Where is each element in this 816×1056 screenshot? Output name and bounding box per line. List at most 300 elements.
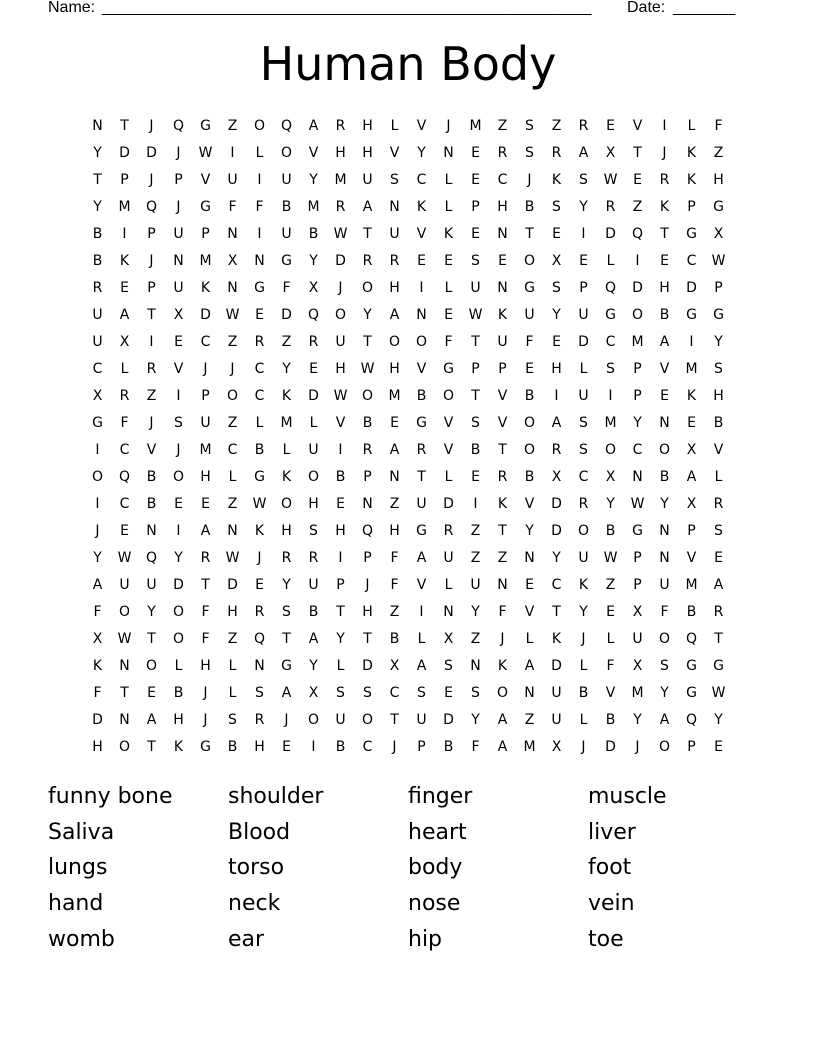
- grid-letter[interactable]: M: [631, 685, 644, 701]
- grid-letter[interactable]: A: [578, 145, 589, 161]
- grid-letter[interactable]: Z: [389, 604, 400, 620]
- grid-letter[interactable]: N: [659, 415, 670, 431]
- grid-letter[interactable]: E: [714, 550, 723, 566]
- grid-letter[interactable]: I: [419, 280, 424, 296]
- grid-letter[interactable]: P: [687, 199, 696, 215]
- grid-letter[interactable]: F: [282, 280, 291, 296]
- grid-letter[interactable]: S: [471, 253, 480, 269]
- grid-letter[interactable]: A: [146, 712, 157, 728]
- grid-letter[interactable]: H: [335, 361, 346, 377]
- grid-letter[interactable]: A: [308, 118, 319, 134]
- grid-letter[interactable]: K: [686, 145, 697, 161]
- grid-letter[interactable]: E: [444, 685, 453, 701]
- grid-letter[interactable]: U: [416, 496, 427, 512]
- grid-letter[interactable]: E: [471, 226, 480, 242]
- grid-letter[interactable]: D: [308, 388, 319, 404]
- grid-letter[interactable]: E: [471, 145, 480, 161]
- grid-letter[interactable]: W: [603, 172, 618, 188]
- grid-letter[interactable]: Z: [524, 712, 535, 728]
- grid-letter[interactable]: Y: [579, 199, 588, 215]
- grid-letter[interactable]: Y: [309, 172, 318, 188]
- grid-letter[interactable]: X: [389, 658, 400, 674]
- grid-letter[interactable]: F: [201, 631, 210, 647]
- grid-letter[interactable]: L: [417, 631, 426, 647]
- grid-letter[interactable]: R: [335, 199, 346, 215]
- grid-letter[interactable]: J: [176, 442, 181, 458]
- grid-letter[interactable]: B: [524, 469, 535, 485]
- grid-letter[interactable]: O: [523, 253, 536, 269]
- grid-letter[interactable]: J: [581, 739, 586, 755]
- grid-letter[interactable]: U: [578, 550, 589, 566]
- grid-letter[interactable]: R: [389, 253, 400, 269]
- grid-letter[interactable]: Y: [336, 631, 345, 647]
- grid-letter[interactable]: R: [362, 253, 373, 269]
- grid-letter[interactable]: N: [443, 604, 454, 620]
- grid-letter[interactable]: Q: [361, 523, 374, 539]
- grid-letter[interactable]: P: [336, 577, 345, 593]
- grid-letter[interactable]: G: [416, 523, 427, 539]
- grid-letter[interactable]: L: [120, 361, 129, 377]
- grid-letter[interactable]: X: [551, 739, 562, 755]
- grid-letter[interactable]: Y: [309, 658, 318, 674]
- grid-letter[interactable]: D: [605, 226, 616, 242]
- grid-letter[interactable]: N: [659, 550, 670, 566]
- grid-letter[interactable]: R: [497, 145, 508, 161]
- grid-letter[interactable]: H: [335, 145, 346, 161]
- grid-letter[interactable]: G: [713, 199, 724, 215]
- grid-letter[interactable]: K: [497, 658, 508, 674]
- grid-letter[interactable]: X: [551, 253, 562, 269]
- grid-letter[interactable]: X: [686, 496, 697, 512]
- grid-letter[interactable]: S: [606, 361, 615, 377]
- grid-letter[interactable]: I: [311, 739, 316, 755]
- grid-letter[interactable]: L: [687, 118, 696, 134]
- grid-letter[interactable]: B: [389, 631, 400, 647]
- grid-letter[interactable]: G: [281, 253, 292, 269]
- grid-letter[interactable]: I: [122, 226, 127, 242]
- grid-letter[interactable]: X: [119, 334, 130, 350]
- grid-letter[interactable]: X: [308, 685, 319, 701]
- grid-letter[interactable]: A: [389, 307, 400, 323]
- grid-letter[interactable]: D: [119, 145, 130, 161]
- grid-letter[interactable]: P: [174, 172, 183, 188]
- grid-letter[interactable]: N: [227, 226, 238, 242]
- grid-letter[interactable]: J: [500, 631, 505, 647]
- grid-letter[interactable]: B: [308, 226, 319, 242]
- grid-letter[interactable]: B: [605, 523, 616, 539]
- grid-letter[interactable]: B: [659, 469, 670, 485]
- grid-letter[interactable]: I: [554, 388, 559, 404]
- grid-letter[interactable]: O: [307, 469, 320, 485]
- grid-letter[interactable]: U: [443, 550, 454, 566]
- grid-letter[interactable]: W: [711, 253, 726, 269]
- grid-letter[interactable]: U: [470, 280, 481, 296]
- grid-letter[interactable]: O: [388, 334, 401, 350]
- grid-letter[interactable]: F: [660, 604, 669, 620]
- grid-letter[interactable]: E: [417, 253, 426, 269]
- grid-letter[interactable]: I: [662, 118, 667, 134]
- grid-letter[interactable]: F: [201, 604, 210, 620]
- grid-letter[interactable]: L: [228, 658, 237, 674]
- grid-letter[interactable]: S: [471, 685, 480, 701]
- grid-letter[interactable]: O: [226, 388, 239, 404]
- grid-letter[interactable]: E: [336, 496, 345, 512]
- grid-letter[interactable]: B: [335, 469, 346, 485]
- grid-letter[interactable]: V: [632, 118, 643, 134]
- grid-letter[interactable]: V: [524, 496, 535, 512]
- grid-letter[interactable]: S: [552, 199, 561, 215]
- grid-letter[interactable]: V: [416, 577, 427, 593]
- grid-letter[interactable]: T: [363, 631, 372, 647]
- grid-letter[interactable]: Q: [685, 712, 698, 728]
- grid-letter[interactable]: C: [686, 253, 697, 269]
- grid-letter[interactable]: I: [257, 172, 262, 188]
- grid-letter[interactable]: C: [92, 361, 103, 377]
- grid-letter[interactable]: N: [389, 199, 400, 215]
- grid-letter[interactable]: U: [92, 307, 103, 323]
- grid-letter[interactable]: E: [606, 118, 615, 134]
- grid-letter[interactable]: Z: [281, 334, 292, 350]
- grid-letter[interactable]: C: [254, 388, 265, 404]
- grid-letter[interactable]: N: [524, 685, 535, 701]
- grid-letter[interactable]: U: [335, 334, 346, 350]
- grid-letter[interactable]: W: [225, 550, 240, 566]
- grid-letter[interactable]: E: [282, 739, 291, 755]
- grid-letter[interactable]: R: [308, 334, 319, 350]
- grid-letter[interactable]: G: [686, 658, 697, 674]
- grid-letter[interactable]: N: [497, 226, 508, 242]
- grid-letter[interactable]: E: [255, 307, 264, 323]
- grid-letter[interactable]: J: [149, 415, 154, 431]
- grid-letter[interactable]: S: [336, 685, 345, 701]
- grid-letter[interactable]: O: [91, 469, 104, 485]
- grid-letter[interactable]: J: [446, 118, 451, 134]
- grid-letter[interactable]: U: [200, 415, 211, 431]
- grid-letter[interactable]: E: [444, 307, 453, 323]
- grid-letter[interactable]: H: [92, 739, 103, 755]
- grid-letter[interactable]: R: [578, 118, 589, 134]
- grid-letter[interactable]: J: [176, 145, 181, 161]
- grid-letter[interactable]: N: [497, 280, 508, 296]
- grid-letter[interactable]: Y: [174, 550, 183, 566]
- grid-letter[interactable]: W: [630, 496, 645, 512]
- grid-letter[interactable]: Z: [227, 631, 238, 647]
- grid-letter[interactable]: V: [146, 442, 157, 458]
- grid-letter[interactable]: Y: [471, 604, 480, 620]
- grid-letter[interactable]: W: [333, 388, 348, 404]
- grid-letter[interactable]: S: [255, 685, 264, 701]
- grid-letter[interactable]: U: [92, 334, 103, 350]
- grid-letter[interactable]: D: [605, 739, 616, 755]
- grid-letter[interactable]: O: [604, 442, 617, 458]
- grid-letter[interactable]: N: [119, 712, 130, 728]
- grid-letter[interactable]: N: [227, 523, 238, 539]
- grid-letter[interactable]: H: [713, 388, 724, 404]
- grid-letter[interactable]: S: [390, 172, 399, 188]
- grid-letter[interactable]: L: [444, 577, 453, 593]
- grid-letter[interactable]: D: [551, 658, 562, 674]
- grid-letter[interactable]: E: [606, 604, 615, 620]
- grid-letter[interactable]: M: [334, 172, 347, 188]
- grid-letter[interactable]: L: [444, 280, 453, 296]
- grid-letter[interactable]: G: [92, 415, 103, 431]
- grid-letter[interactable]: P: [147, 226, 156, 242]
- grid-letter[interactable]: F: [471, 739, 480, 755]
- grid-letter[interactable]: T: [498, 442, 507, 458]
- grid-letter[interactable]: P: [687, 739, 696, 755]
- grid-letter[interactable]: R: [254, 712, 265, 728]
- grid-letter[interactable]: M: [631, 334, 644, 350]
- grid-letter[interactable]: Z: [227, 118, 238, 134]
- grid-letter[interactable]: F: [390, 577, 399, 593]
- grid-letter[interactable]: M: [388, 388, 401, 404]
- grid-letter[interactable]: G: [713, 307, 724, 323]
- grid-letter[interactable]: X: [443, 631, 454, 647]
- grid-letter[interactable]: T: [201, 577, 210, 593]
- grid-letter[interactable]: O: [280, 145, 293, 161]
- grid-letter[interactable]: Z: [227, 415, 238, 431]
- grid-letter[interactable]: D: [686, 280, 697, 296]
- grid-letter[interactable]: Y: [417, 145, 426, 161]
- grid-letter[interactable]: U: [470, 577, 481, 593]
- grid-letter[interactable]: O: [280, 496, 293, 512]
- grid-letter[interactable]: S: [282, 604, 291, 620]
- grid-letter[interactable]: B: [659, 307, 670, 323]
- grid-letter[interactable]: C: [119, 442, 130, 458]
- grid-letter[interactable]: W: [252, 496, 267, 512]
- grid-letter[interactable]: U: [416, 712, 427, 728]
- grid-letter[interactable]: B: [173, 685, 184, 701]
- grid-letter[interactable]: D: [146, 145, 157, 161]
- grid-letter[interactable]: D: [443, 496, 454, 512]
- grid-letter[interactable]: N: [254, 658, 265, 674]
- grid-letter[interactable]: N: [524, 550, 535, 566]
- grid-letter[interactable]: A: [713, 577, 724, 593]
- grid-letter[interactable]: H: [389, 523, 400, 539]
- grid-letter[interactable]: S: [525, 145, 534, 161]
- grid-letter[interactable]: M: [604, 415, 617, 431]
- grid-letter[interactable]: P: [633, 550, 642, 566]
- grid-letter[interactable]: J: [284, 712, 289, 728]
- grid-letter[interactable]: A: [659, 712, 670, 728]
- grid-letter[interactable]: H: [389, 361, 400, 377]
- grid-letter[interactable]: F: [714, 118, 723, 134]
- grid-letter[interactable]: M: [685, 577, 698, 593]
- grid-letter[interactable]: Z: [551, 118, 562, 134]
- grid-letter[interactable]: Q: [280, 118, 293, 134]
- grid-letter[interactable]: O: [496, 685, 509, 701]
- grid-letter[interactable]: O: [307, 712, 320, 728]
- grid-letter[interactable]: Y: [552, 307, 561, 323]
- grid-letter[interactable]: T: [147, 739, 156, 755]
- grid-letter[interactable]: N: [227, 280, 238, 296]
- grid-letter[interactable]: T: [120, 685, 129, 701]
- grid-letter[interactable]: B: [362, 415, 373, 431]
- grid-letter[interactable]: F: [228, 199, 237, 215]
- grid-letter[interactable]: R: [497, 469, 508, 485]
- grid-letter[interactable]: W: [225, 307, 240, 323]
- grid-letter[interactable]: E: [174, 334, 183, 350]
- grid-letter[interactable]: W: [468, 307, 483, 323]
- grid-letter[interactable]: H: [362, 604, 373, 620]
- grid-letter[interactable]: B: [443, 739, 454, 755]
- grid-letter[interactable]: G: [281, 658, 292, 674]
- grid-letter[interactable]: D: [551, 496, 562, 512]
- grid-letter[interactable]: O: [658, 631, 671, 647]
- grid-letter[interactable]: M: [280, 415, 293, 431]
- grid-letter[interactable]: K: [578, 577, 589, 593]
- grid-letter[interactable]: L: [525, 631, 534, 647]
- grid-letter[interactable]: L: [174, 658, 183, 674]
- grid-letter[interactable]: V: [713, 442, 724, 458]
- grid-letter[interactable]: J: [527, 172, 532, 188]
- grid-letter[interactable]: T: [660, 226, 669, 242]
- grid-letter[interactable]: N: [497, 577, 508, 593]
- grid-letter[interactable]: Q: [307, 307, 320, 323]
- grid-letter[interactable]: I: [473, 496, 478, 512]
- grid-letter[interactable]: L: [444, 172, 453, 188]
- grid-letter[interactable]: J: [95, 523, 100, 539]
- grid-letter[interactable]: N: [659, 523, 670, 539]
- grid-letter[interactable]: Z: [227, 334, 238, 350]
- grid-letter[interactable]: T: [147, 307, 156, 323]
- grid-letter[interactable]: T: [390, 712, 399, 728]
- grid-letter[interactable]: Q: [118, 469, 131, 485]
- grid-letter[interactable]: P: [363, 469, 372, 485]
- grid-letter[interactable]: I: [149, 334, 154, 350]
- grid-letter[interactable]: H: [362, 118, 373, 134]
- grid-letter[interactable]: U: [497, 334, 508, 350]
- grid-letter[interactable]: E: [579, 253, 588, 269]
- grid-letter[interactable]: L: [228, 685, 237, 701]
- grid-letter[interactable]: E: [498, 253, 507, 269]
- grid-letter[interactable]: X: [632, 658, 643, 674]
- grid-letter[interactable]: S: [471, 415, 480, 431]
- grid-letter[interactable]: N: [119, 658, 130, 674]
- grid-letter[interactable]: U: [227, 172, 238, 188]
- grid-letter[interactable]: Y: [93, 145, 102, 161]
- grid-letter[interactable]: F: [498, 604, 507, 620]
- grid-letter[interactable]: K: [551, 631, 562, 647]
- grid-letter[interactable]: Z: [470, 631, 481, 647]
- grid-letter[interactable]: U: [281, 172, 292, 188]
- grid-letter[interactable]: P: [201, 226, 210, 242]
- grid-letter[interactable]: M: [685, 361, 698, 377]
- grid-letter[interactable]: J: [149, 118, 154, 134]
- grid-letter[interactable]: Y: [714, 712, 723, 728]
- grid-letter[interactable]: Y: [633, 415, 642, 431]
- grid-letter[interactable]: X: [92, 631, 103, 647]
- grid-letter[interactable]: Z: [389, 496, 400, 512]
- grid-letter[interactable]: J: [149, 172, 154, 188]
- grid-letter[interactable]: I: [257, 226, 262, 242]
- grid-letter[interactable]: C: [632, 442, 643, 458]
- grid-letter[interactable]: H: [362, 145, 373, 161]
- grid-letter[interactable]: R: [254, 334, 265, 350]
- grid-letter[interactable]: N: [443, 145, 454, 161]
- grid-letter[interactable]: E: [687, 415, 696, 431]
- grid-letter[interactable]: S: [660, 658, 669, 674]
- grid-letter[interactable]: Z: [713, 145, 724, 161]
- grid-letter[interactable]: H: [254, 739, 265, 755]
- grid-letter[interactable]: A: [497, 739, 508, 755]
- grid-letter[interactable]: X: [227, 253, 238, 269]
- grid-letter[interactable]: T: [525, 226, 534, 242]
- grid-letter[interactable]: A: [119, 307, 130, 323]
- grid-letter[interactable]: V: [497, 388, 508, 404]
- grid-letter[interactable]: N: [389, 469, 400, 485]
- grid-letter[interactable]: X: [632, 604, 643, 620]
- grid-letter[interactable]: E: [147, 685, 156, 701]
- grid-letter[interactable]: U: [659, 577, 670, 593]
- grid-letter[interactable]: L: [255, 415, 264, 431]
- grid-letter[interactable]: U: [551, 685, 562, 701]
- grid-letter[interactable]: A: [92, 577, 103, 593]
- date-field[interactable]: _______: [673, 0, 736, 16]
- grid-letter[interactable]: I: [635, 253, 640, 269]
- grid-letter[interactable]: J: [203, 685, 208, 701]
- grid-letter[interactable]: B: [92, 253, 103, 269]
- grid-letter[interactable]: T: [147, 631, 156, 647]
- grid-letter[interactable]: V: [443, 442, 454, 458]
- grid-letter[interactable]: J: [257, 550, 262, 566]
- grid-letter[interactable]: S: [714, 361, 723, 377]
- grid-letter[interactable]: B: [335, 739, 346, 755]
- grid-letter[interactable]: P: [633, 577, 642, 593]
- grid-letter[interactable]: R: [551, 442, 562, 458]
- grid-letter[interactable]: S: [579, 415, 588, 431]
- grid-letter[interactable]: L: [309, 415, 318, 431]
- grid-letter[interactable]: C: [551, 577, 562, 593]
- grid-letter[interactable]: O: [361, 280, 374, 296]
- grid-letter[interactable]: T: [417, 469, 426, 485]
- grid-letter[interactable]: K: [497, 307, 508, 323]
- grid-letter[interactable]: G: [416, 415, 427, 431]
- grid-letter[interactable]: W: [117, 631, 132, 647]
- grid-letter[interactable]: K: [119, 253, 130, 269]
- grid-letter[interactable]: L: [444, 199, 453, 215]
- grid-letter[interactable]: U: [389, 226, 400, 242]
- grid-letter[interactable]: T: [336, 604, 345, 620]
- grid-letter[interactable]: X: [551, 469, 562, 485]
- grid-letter[interactable]: L: [606, 631, 615, 647]
- grid-letter[interactable]: C: [578, 469, 589, 485]
- grid-letter[interactable]: V: [686, 550, 697, 566]
- grid-letter[interactable]: V: [416, 361, 427, 377]
- grid-letter[interactable]: G: [200, 739, 211, 755]
- grid-letter[interactable]: R: [443, 523, 454, 539]
- grid-letter[interactable]: P: [201, 388, 210, 404]
- grid-letter[interactable]: C: [200, 334, 211, 350]
- grid-letter[interactable]: U: [119, 577, 130, 593]
- grid-letter[interactable]: H: [281, 523, 292, 539]
- grid-letter[interactable]: N: [362, 496, 373, 512]
- grid-letter[interactable]: P: [120, 172, 129, 188]
- grid-letter[interactable]: E: [633, 172, 642, 188]
- grid-letter[interactable]: G: [686, 685, 697, 701]
- grid-letter[interactable]: E: [255, 577, 264, 593]
- grid-letter[interactable]: O: [172, 604, 185, 620]
- grid-letter[interactable]: B: [146, 469, 157, 485]
- grid-letter[interactable]: R: [713, 496, 724, 512]
- grid-letter[interactable]: Y: [714, 334, 723, 350]
- grid-letter[interactable]: V: [335, 415, 346, 431]
- grid-letter[interactable]: E: [552, 334, 561, 350]
- grid-letter[interactable]: T: [471, 334, 480, 350]
- grid-letter[interactable]: J: [581, 631, 586, 647]
- grid-letter[interactable]: G: [200, 118, 211, 134]
- grid-letter[interactable]: F: [120, 415, 129, 431]
